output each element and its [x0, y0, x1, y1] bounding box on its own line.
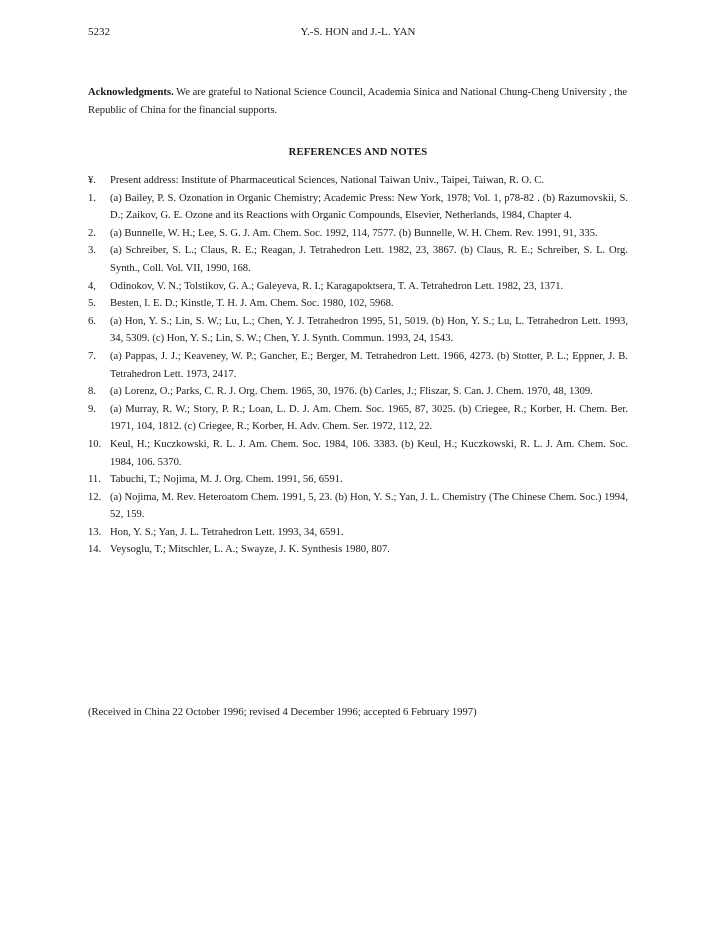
reference-number: 5.: [88, 298, 96, 310]
reference-text: (a) Bunnelle, W. H.; Lee, S. G. J. Am. Chem. Soc. 1992, 114, 7577. (b) Bunnelle, W. H. Chem. Rev. 1991, 91, 335.: [110, 227, 598, 239]
acknowledgments-label: Acknowledgments.: [88, 87, 174, 98]
reference-number: 12.: [88, 491, 102, 503]
reference-text: Besten, I. E. D.; Kinstle, T. H. J. Am. Chem. Soc. 1980, 102, 5968.: [110, 298, 394, 310]
references-title: REFERENCES AND NOTES: [288, 147, 428, 158]
reference-number: 9.: [88, 403, 96, 415]
reference-number: 1.: [88, 192, 96, 204]
reference-text: (a) Schreiber, S. L.; Claus, R. E.; Reagan, J. Tetrahedron Lett. 1982, 23, 3867. (b) Claus, R. E.; Schreiber, S. L. Org. Synth., Coll. Vol. VII, 1990, 168.: [110, 245, 628, 274]
reference-item: [88, 401, 628, 436]
reference-text: Odinokov, V. N.; Tolstikov, G. A.; Galeyeva, R. I.; Karagapoktsera, T. A. Tetrahedron Lett. 1982, 23, 1371.: [110, 280, 564, 292]
reference-item: [88, 278, 628, 296]
reference-item: [88, 383, 628, 401]
reference-number: 10.: [88, 438, 102, 450]
reference-number: 6.: [88, 315, 96, 327]
reference-text: Present address: Institute of Pharmaceutical Sciences, National Taiwan Univ., Taipei, Taiwan, R. O. C.: [110, 175, 544, 186]
reference-text: (a) Lorenz, O.; Parks, C. R. J. Org. Chem. 1965, 30, 1976. (b) Carles, J.; Fliszar, S. Can. J. Chem. 1970, 48, 1309.: [110, 386, 593, 398]
received-dates: (Received in China 22 October 1996; revised 4 December 1996; accepted 6 February 1997): [88, 707, 477, 718]
reference-item: [88, 225, 628, 243]
reference-item: [88, 348, 628, 383]
reference-text: (a) Nojima, M. Rev. Heteroatom Chem. 1991, 5, 23. (b) Hon, Y. S.; Yan, J. L. Chemistry (The Chinese Chem. Soc.) 1994, 52, 159.: [110, 491, 628, 521]
reference-number: 4,: [88, 280, 96, 292]
reference-number: 13.: [88, 526, 102, 538]
reference-text: Keul, H.; Kuczkowski, R. L. J. Am. Chem. Soc. 1984, 106. 3383. (b) Keul, H.; Kuczkowski, R. L. J. Am. Chem. Soc. 1984, 106. 5370.: [110, 438, 628, 468]
reference-number: 2.: [88, 227, 96, 239]
reference-number: 7.: [88, 350, 96, 362]
references-list: [88, 172, 628, 559]
reference-item: [88, 295, 628, 313]
reference-text: (a) Murray, R. W.; Story, P. R.; Loan, L. D. J. Am. Chem. Soc. 1965, 87, 3025. (b) Criegee, R.; Korber, H. Chem. Ber. 1971, 104, 1812. (c) Criegee, R.; Korber, H. Adv. Chem. Ser. 1972, 112, 22.: [110, 403, 628, 433]
reference-text: (a) Pappas, J. J.; Keaveney, W. P.; Gancher, E.; Berger, M. Tetrahedron Lett. 1966, 4273. (b) Stotter, P. L.; Eppner, J. B. Tetrahedron Lett. 1973, 2417.: [110, 350, 628, 380]
reference-number: ¥.: [88, 175, 96, 186]
reference-item: [88, 190, 628, 225]
reference-number: 11.: [88, 474, 101, 486]
reference-text: Tabuchi, T.; Nojima, M. J. Org. Chem. 1991, 56, 6591.: [110, 474, 343, 486]
reference-number: 14.: [88, 544, 102, 556]
reference-text: (a) Bailey, P. S. Ozonation in Organic Chemistry; Academic Press: New York, 1978; Vol. 1, p78-82 . (b) Razumovskii, S. D.; Zaikov, G. E. Ozone and its Reactions with Organic Compounds, Elsevier, Netherlands, 1984, Chapter 4.: [110, 192, 628, 222]
reference-number: 3.: [88, 245, 96, 257]
reference-text: Hon, Y. S.; Yan, J. L. Tetrahedron Lett. 1993, 34, 6591.: [110, 526, 344, 538]
running-head: Y.-S. HON and J.-L. YAN: [300, 26, 416, 38]
reference-item: [88, 242, 628, 277]
reference-item: [88, 313, 628, 348]
acknowledgments: [88, 84, 628, 120]
reference-item: [88, 172, 628, 190]
reference-item: [88, 436, 628, 471]
reference-text: (a) Hon, Y. S.; Lin, S. W.; Lu, L.; Chen, Y. J. Tetrahedron 1995, 51, 5019. (b) Hon, Y. S.; Lu, L. Tetrahedron Lett. 1993, 34, 5309. (c) Hon, Y. S.; Lin, S. W.; Chen, Y. J. Synth. Commun. 1993, 24, 1543.: [110, 315, 628, 345]
page-number: 5232: [88, 26, 110, 38]
reference-number: 8.: [88, 386, 96, 398]
reference-text: Veysoglu, T.; Mitschler, L. A.; Swayze, J. K. Synthesis 1980, 807.: [110, 544, 390, 556]
acknowledgments-text: We are grateful to National Science Council, Academia Sinica and National Chung-Cheng University , the Republic of China for the financial supports.: [88, 87, 628, 116]
reference-item: [88, 489, 628, 524]
reference-item: [88, 524, 628, 542]
page-header: [88, 26, 628, 42]
reference-item: [88, 541, 628, 559]
reference-item: [88, 471, 628, 489]
